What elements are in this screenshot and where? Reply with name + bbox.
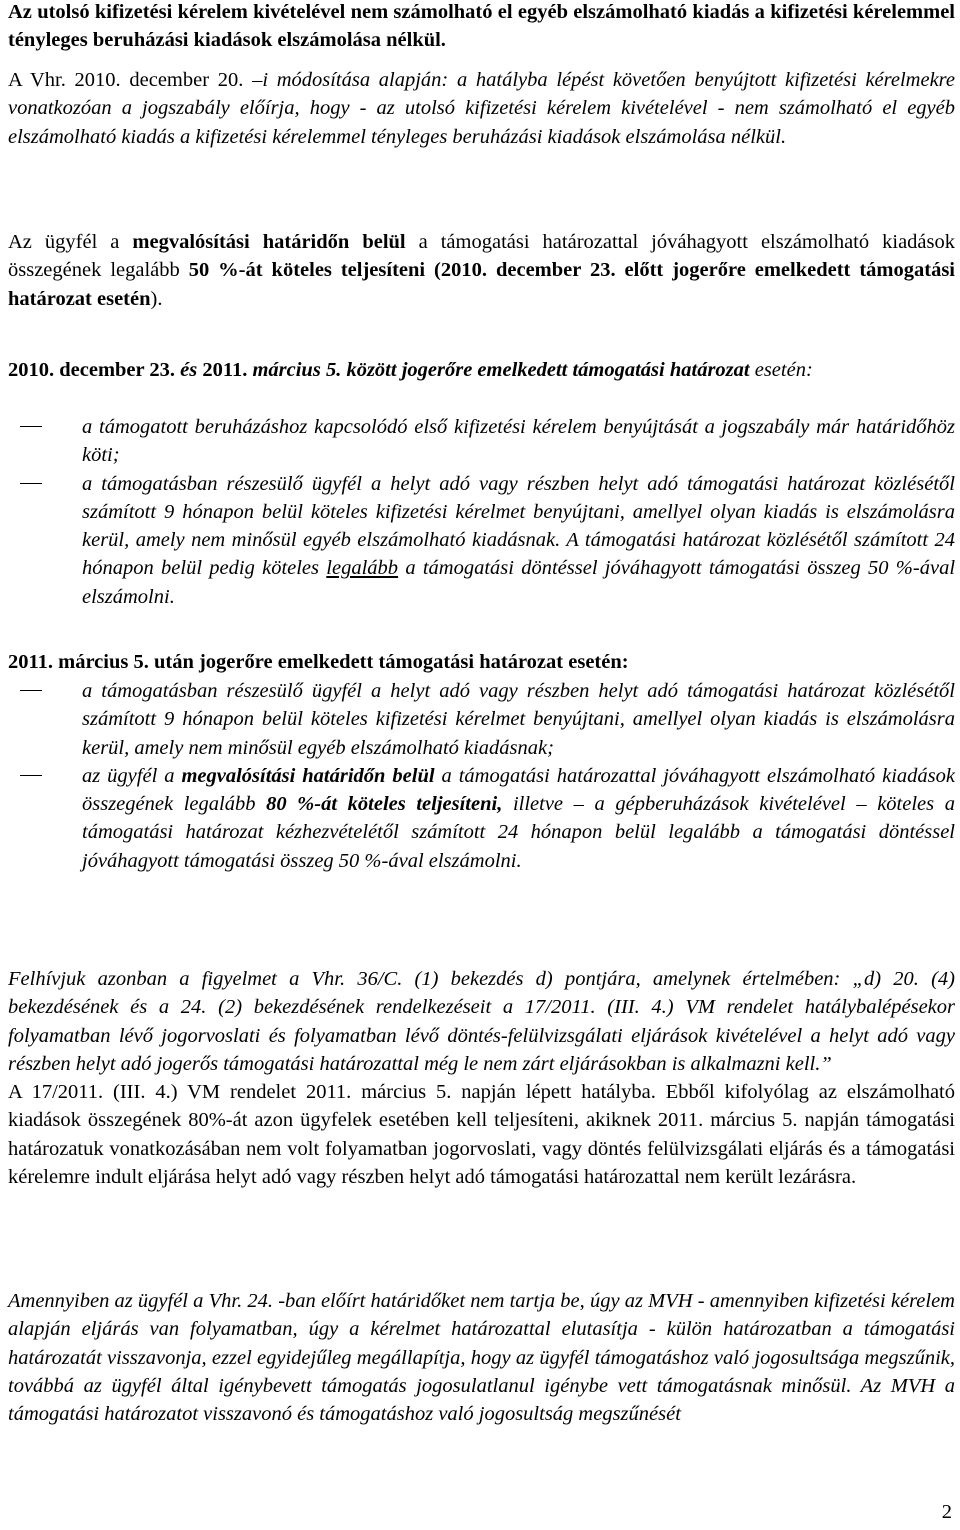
paragraph-50-percent — [8, 228, 955, 313]
dash-bullet-icon — [20, 426, 42, 427]
list-after-march — [8, 677, 955, 875]
italic-run: esetén: — [749, 359, 813, 381]
list-item-text: a támogatási döntéssel jóváhagyott támogatási összeg 50 %-ával elszámolni. — [82, 557, 956, 608]
bold-italic-run: és — [180, 359, 198, 381]
amendment-ref: A Vhr. 2010. december 20. — [8, 69, 253, 91]
bold-run: 2011. március 5. után jogerőre emelkedett támogatási határozat esetén: — [8, 651, 629, 673]
bold-run: 2011. — [197, 359, 253, 381]
text-run: ). — [150, 287, 163, 310]
intro-bold-text: Az utolsó kifizetési kérelem kivételével nem számolható el egyéb elszámolható kiadás a kifizetési kérelemmel tényleges beruházási kiadások elszámolása nélkül. — [8, 1, 955, 52]
list-item — [8, 677, 955, 762]
list-item — [8, 762, 955, 875]
paragraph-intro — [8, 0, 955, 55]
text-run: Az ügyfél a — [8, 231, 133, 253]
bold-italic-run: között jogerőre emelkedett támogatási határozat — [346, 359, 750, 381]
heading-after-march — [8, 648, 955, 676]
list-item — [8, 470, 955, 611]
page-number: 2 — [941, 1501, 952, 1523]
bold-italic-run: megvalósítási határidőn belül — [181, 764, 435, 787]
paragraph-vhr-amendment — [8, 66, 955, 151]
text-run: a támogatási határozattal jóváhagyott elszámolható kiadások összegének legalább — [8, 231, 955, 282]
underlined-text: legalább — [326, 557, 399, 580]
bold-run: 2010. december 23. — [8, 359, 181, 381]
dash-bullet-icon — [20, 690, 42, 691]
list-item-text: az ügyfél a — [82, 764, 182, 787]
list-item — [8, 413, 955, 470]
dash-bullet-icon — [20, 775, 42, 776]
bold-italic-run: március 5. — [252, 359, 342, 381]
list-item-text: illetve – a gépberuházások kivételével – köteles a támogatási határozat kézhezvételétől számított 24 hónapon belül legalább a támogatási döntéssel jóváhagyott támogatási összeg 50 %-ával elszámolni. — [82, 793, 955, 872]
amendment-text: –i módosítása alapján: a hatályba lépést követően benyújtott kifizetési kérelmekre vonatkozóan a jogszabály előírja, hogy - az utolsó kifizetési kérelem kivételével - nem számolható el egyéb elszámolható kiadás a kifizetési kérelemmel tényleges beruházási kiadások elszámolása nélkül. — [8, 69, 955, 148]
revocation-italic-text: Amennyiben az ügyfél a Vhr. 24. -ban előírt határidőket nem tartja be, úgy az MVH - amennyiben kifizetési kérelem alapján eljárás van folyamatban, úgy a kérelmet határozattal elutasítja - külön határozatban a támogatási határozatát visszavonja, ezzel egyidejűleg megállapítja, hogy az ügyfél támogatáshoz való jogosultsága megszűnik, továbbá az ügyfél által igénybevett támogatás jogosulatlanul igénybe vett támogatásnak minősül. Az MVH a támogatási határozatot visszavonó és támogatáshoz való jogosultság megszűnését — [8, 1290, 955, 1426]
list-item-text: a támogatásban részesülő ügyfél a helyt adó vagy részben helyt adó támogatási határozat közlésétől számított 9 hónapon belül köteles kifizetési kérelmet benyújtani, amellyel olyan kiadás is elszámolásra kerül, amely nem minősül egyéb elszámolható kiadásnak; — [82, 680, 955, 759]
notice-italic-text: Felhívjuk azonban a figyelmet a Vhr. 36/C. (1) bekezdés d) pontjára, amelynek értelmében: „d) 20. (4) bekezdésének és a 24. (2) bekezdésének rendelkezéseit a 17/2011. (III. 4.) VM rendelet hatálybalépésekor folyamatban lévő jogorvoslati és folyamatban lévő döntés-felülvizsgálati eljárások kivételével a helyt adó vagy részben helyt adó jogerős támogatási határozattal még le nem zárt eljárásokban is alkalmazni kell.” — [8, 968, 955, 1075]
list-between-dates — [8, 413, 955, 611]
notice-plain-text: A 17/2011. (III. 4.) VM rendelet 2011. március 5. napján lépett hatályba. Ebből kifolyólag az elszámolható kiadások összegének 80%-át azon ügyfelek esetében kell teljesíteni, akiknek 2011. március 5. napján támogatási határozatuk vonatkozásában nem volt folyamatban jogorvoslati, vagy döntés felülvizsgálati eljárás és a támogatási kérelemre indult eljárása helyt adó vagy részben helyt adó támogatási határozattal nem került lezárásra. — [8, 1081, 955, 1189]
paragraph-notice — [8, 965, 955, 1191]
bold-run: 50 %-át köteles teljesíteni (2010. december 23. előtt jogerőre emelkedett támogatási határozat esetén — [8, 259, 955, 310]
list-item-text: a támogatásban részesülő ügyfél a helyt adó vagy részben helyt adó támogatási határozat közlésétől számított 9 hónapon belül köteles kifizetési kérelmet benyújtani, amellyel olyan kiadás is elszámolásra kerül, amely nem minősül egyéb elszámolható kiadásnak. — [82, 472, 955, 552]
dash-bullet-icon — [20, 483, 42, 484]
list-item-text: A támogatási határozat közlésétől számított 24 hónapon belül pedig köteles — [82, 529, 956, 580]
bold-italic-run: 80 %-át köteles teljesíteni, — [266, 793, 503, 816]
paragraph-revocation — [8, 1287, 955, 1428]
list-item-text: a támogatott beruházáshoz kapcsolódó első kifizetési kérelem benyújtását a jogszabály már határidőhöz köti; — [82, 416, 955, 467]
heading-between-dates — [8, 356, 955, 384]
bold-run: megvalósítási határidőn belül — [132, 231, 406, 253]
list-item-text: a támogatási határozattal jóváhagyott elszámolható kiadások összegének legalább — [82, 764, 955, 816]
